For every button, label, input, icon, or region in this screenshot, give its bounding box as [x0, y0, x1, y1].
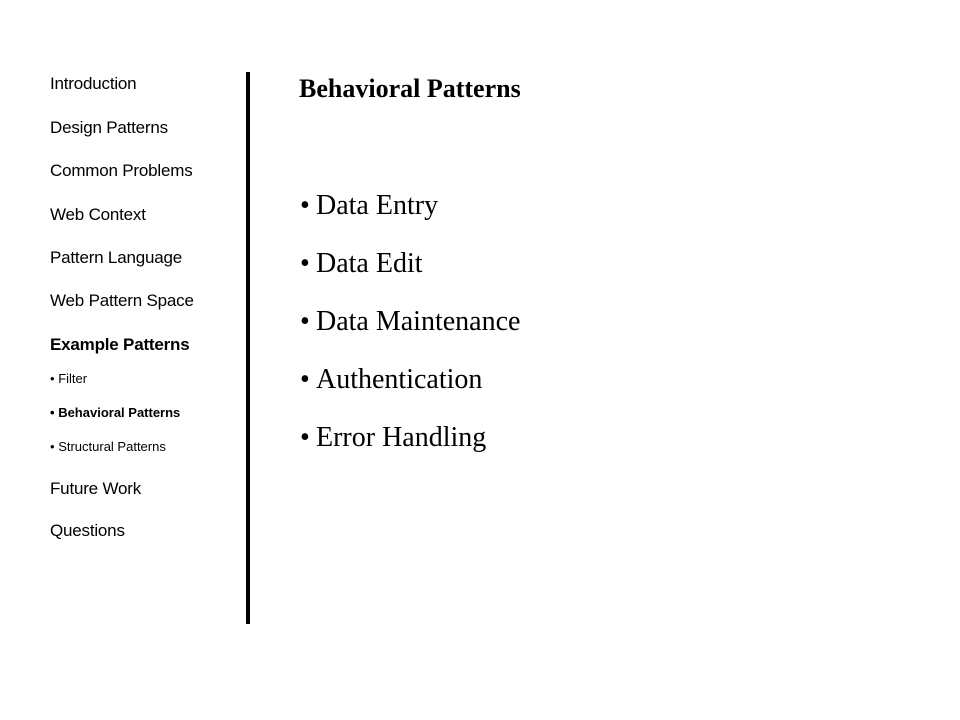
bullet-glyph: • — [300, 248, 310, 279]
nav-item-questions[interactable]: Questions — [50, 521, 125, 540]
bullet-text: Data Entry — [316, 190, 439, 221]
bullet-text: Authentication — [316, 364, 483, 395]
sidebar-nav — [50, 0, 240, 720]
nav-item-web-pattern-space[interactable]: Web Pattern Space — [50, 291, 194, 310]
bullet-text: Data Edit — [316, 248, 423, 279]
bullet-item — [300, 304, 520, 362]
bullet-item — [300, 188, 520, 246]
bullet-text: Data Maintenance — [316, 306, 521, 337]
nav-item-web-context[interactable]: Web Context — [50, 205, 146, 224]
nav-item-common-problems[interactable]: Common Problems — [50, 161, 193, 180]
nav-item-design-patterns[interactable]: Design Patterns — [50, 118, 168, 137]
nav-subitem-behavioral-patterns[interactable] — [50, 405, 180, 421]
nav-subitem-filter[interactable] — [50, 371, 87, 387]
nav-subitem-structural-patterns[interactable] — [50, 439, 166, 455]
bullet-item — [300, 246, 520, 304]
slide-title: Behavioral Patterns — [299, 74, 521, 103]
nav-item-pattern-language[interactable]: Pattern Language — [50, 248, 182, 267]
bullet-item — [300, 420, 520, 478]
nav-item-future-work[interactable]: Future Work — [50, 479, 142, 498]
bullet-list — [300, 188, 520, 478]
nav-subitem-label: Structural Patterns — [58, 439, 166, 454]
bullet-text: Error Handling — [316, 422, 487, 453]
nav-subitem-label: Filter — [58, 371, 88, 386]
nav-item-example-patterns[interactable]: Example Patterns — [50, 335, 190, 354]
bullet-glyph: • — [300, 422, 310, 453]
bullet-glyph: • — [300, 190, 310, 221]
bullet-glyph: • — [50, 405, 55, 420]
nav-subitem-label: Behavioral Patterns — [58, 405, 181, 420]
bullet-glyph: • — [50, 371, 55, 386]
nav-item-introduction[interactable]: Introduction — [50, 74, 137, 93]
vertical-divider — [246, 72, 250, 624]
bullet-glyph: • — [300, 306, 310, 337]
bullet-glyph: • — [50, 439, 55, 454]
bullet-item — [300, 362, 520, 420]
bullet-glyph: • — [300, 364, 310, 395]
